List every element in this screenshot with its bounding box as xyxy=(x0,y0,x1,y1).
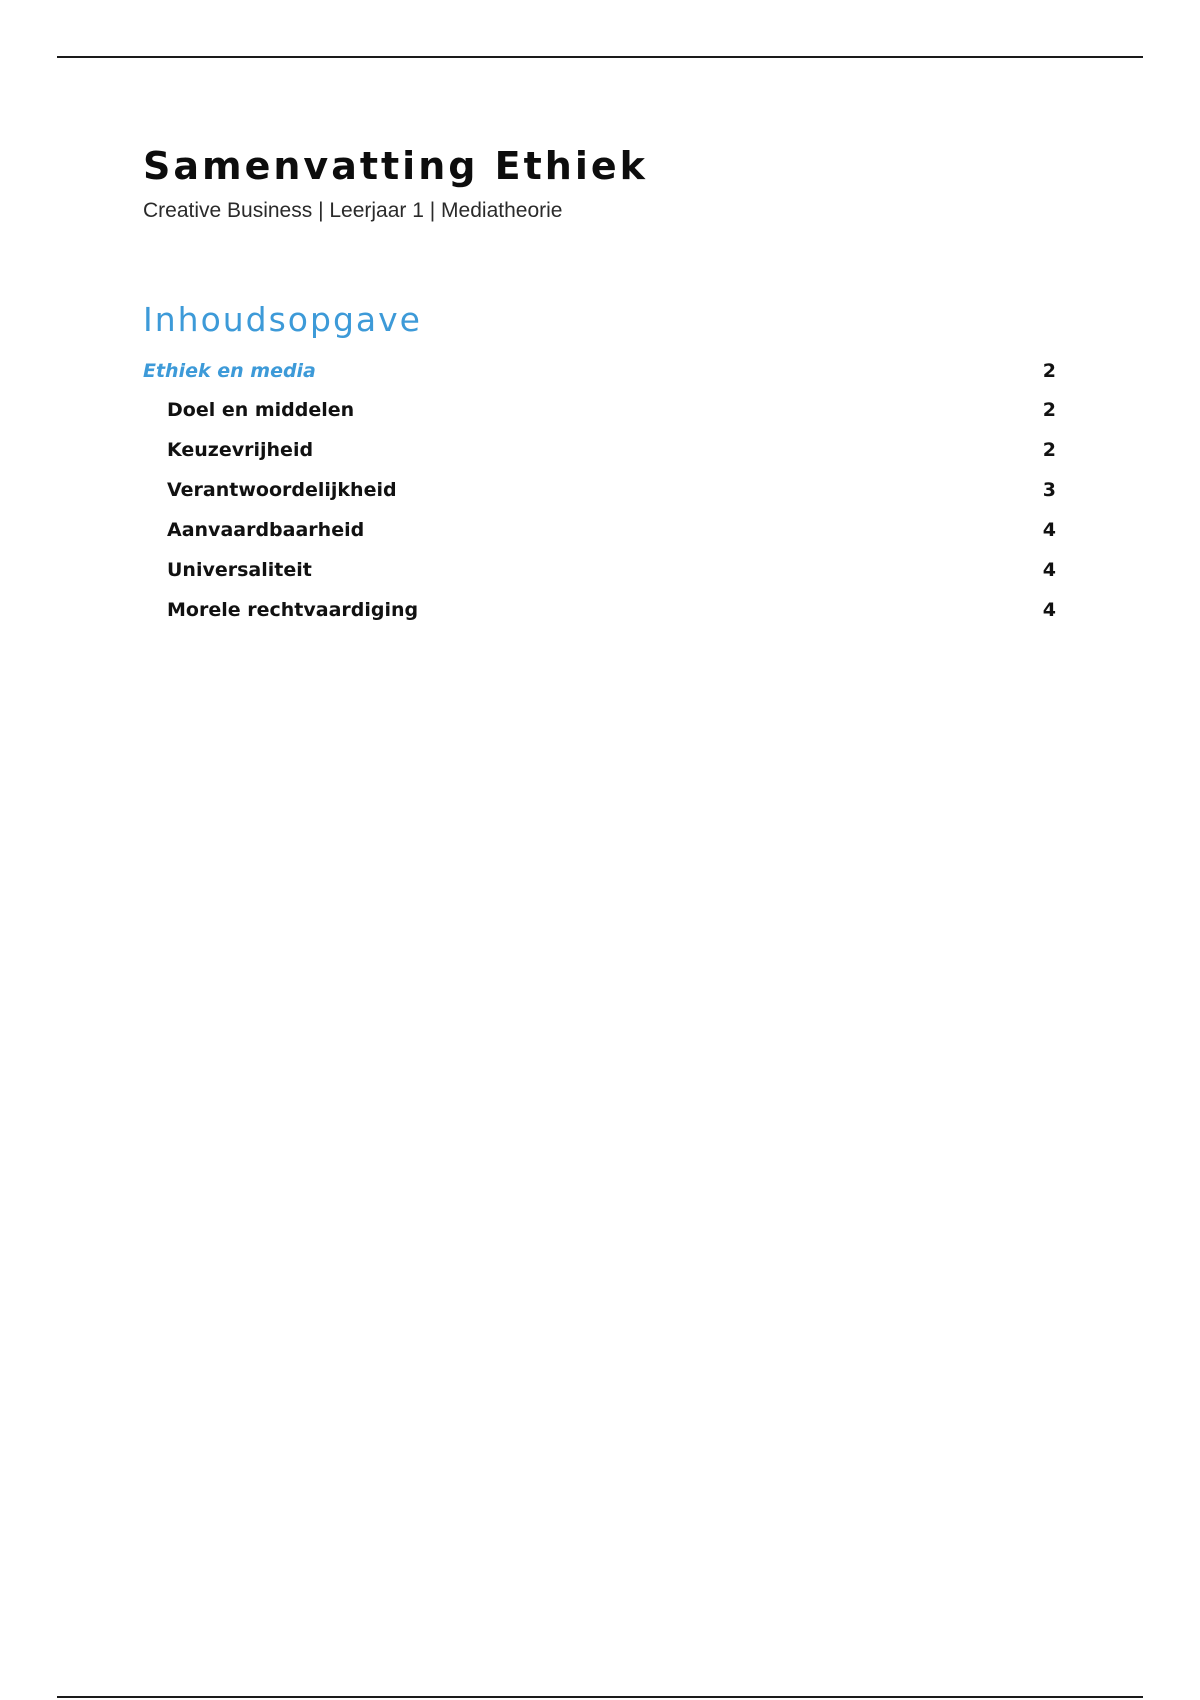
toc-entry-label: Doel en middelen xyxy=(167,399,355,421)
toc-entry-universaliteit[interactable] xyxy=(143,550,1056,590)
toc-entry-page: 4 xyxy=(1042,559,1056,581)
toc-entry-page: 2 xyxy=(1042,439,1056,461)
toc-heading: Inhoudsopgave xyxy=(143,300,422,339)
header-rule xyxy=(57,56,1143,58)
toc-entry-label: Aanvaardbaarheid xyxy=(167,519,365,541)
toc-entry-page: 2 xyxy=(1042,360,1056,382)
document-title: Samenvatting Ethiek xyxy=(143,144,648,188)
document-subtitle: Creative Business | Leerjaar 1 | Mediatheorie xyxy=(143,199,563,222)
table-of-contents xyxy=(143,352,1056,630)
toc-entry-label: Verantwoordelijkheid xyxy=(167,479,397,501)
toc-entry-keuzevrijheid[interactable] xyxy=(143,430,1056,470)
toc-entry-doel-en-middelen[interactable] xyxy=(143,390,1056,430)
toc-entry-page: 4 xyxy=(1042,519,1056,541)
toc-entry-morele-rechtvaardiging[interactable] xyxy=(143,590,1056,630)
toc-entry-label: Ethiek en media xyxy=(143,360,316,382)
toc-entry-label: Universaliteit xyxy=(167,559,312,581)
toc-entry-ethiek-en-media[interactable] xyxy=(143,352,1056,390)
document-page xyxy=(143,140,1056,630)
toc-entry-page: 3 xyxy=(1042,479,1056,501)
toc-entry-label: Morele rechtvaardiging xyxy=(167,599,419,621)
toc-entry-verantwoordelijkheid[interactable] xyxy=(143,470,1056,510)
toc-entry-page: 4 xyxy=(1042,599,1056,621)
toc-entry-label: Keuzevrijheid xyxy=(167,439,314,461)
toc-entry-aanvaardbaarheid[interactable] xyxy=(143,510,1056,550)
toc-entry-page: 2 xyxy=(1042,399,1056,421)
footer-rule xyxy=(57,1696,1143,1698)
